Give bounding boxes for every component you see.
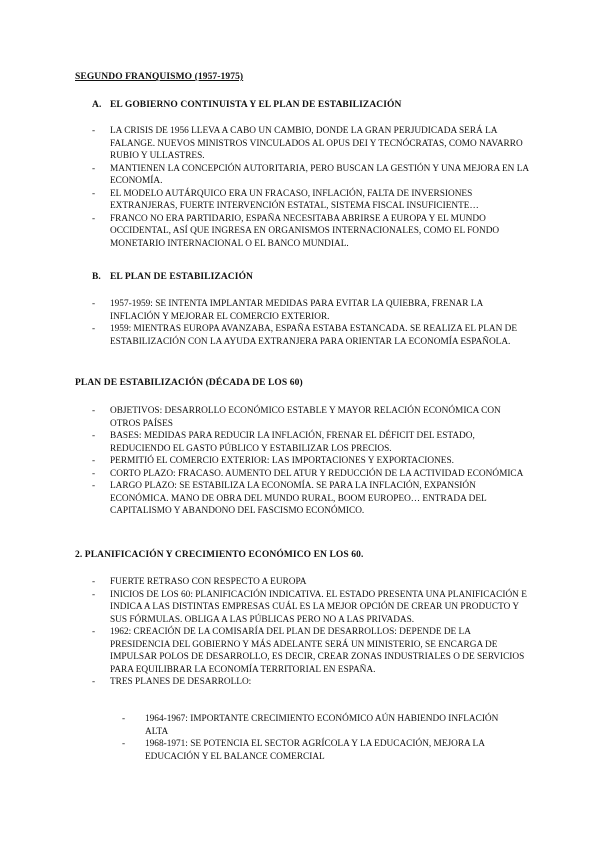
list-item: - CORTO PLAZO: FRACASO. AUMENTO DEL ATUR Y REDUCCIÓN DE LA ACTIVIDAD ECONÓMICA [92,468,532,481]
plan-heading: PLAN DE ESTABILIZACIÓN (DÉCADA DE LOS 60) [75,378,303,388]
list-item: - 1957-1959: SE INTENTA IMPLANTAR MEDIDAS PARA EVITAR LA QUIEBRA, FRENAR LA INFLACIÓN Y MEJORAR EL COMERCIO EXTERIOR. [92,298,532,323]
list-item: - PERMITIÓ EL COMERCIO EXTERIOR: LAS IMPORTACIONES Y EXPORTACIONES. [92,455,532,468]
section-a-title: EL GOBIERNO CONTINUISTA Y EL PLAN DE ESTABILIZACIÓN [110,100,402,110]
list-item: - 1964-1967: IMPORTANTE CRECIMIENTO ECONÓMICO AÚN HABIENDO INFLACIÓN ALTA [122,713,522,738]
section-2-list [92,576,532,689]
section-2-heading: 2. PLANIFICACIÓN Y CRECIMIENTO ECONÓMICO EN LOS 60. [75,550,364,560]
plan-list [92,405,532,518]
section-b-letter: B. [92,272,101,282]
list-item: - FRANCO NO ERA PARTIDARIO, ESPAÑA NECESITABA ABRIRSE A EUROPA Y EL MUNDO OCCIDENTAL, ASÍ QUE INGRESA EN ORGANISMOS INTERNACIONALES, COMO EL FONDO MONETARIO INTERNACIONAL O EL BANCO MUNDIAL. [92,213,532,251]
development-plans-list [122,713,522,763]
list-item: - 1962: CREACIÓN DE LA COMISARÍA DEL PLAN DE DESARROLLOS: DEPENDE DE LA PRESIDENCIA DEL GOBIERNO Y MÁS ADELANTE SERÁ UN MINISTERIO, SE ENCARGA DE IMPULSAR POLOS DE DESARROLLO, ES DECIR, CREAR ZONAS INDUSTRIALES O DE SERVICIOS PARA EQUILIBRAR LA ECONOMÍA TERRITORIAL EN ESPAÑA. [92,626,532,676]
list-item: - INICIOS DE LOS 60: PLANIFICACIÓN INDICATIVA. EL ESTADO PRESENTA UNA PLANIFICACIÓN E INDICA A LAS DISTINTAS EMPRESAS CUÁL ES LA MEJOR OPCIÓN DE CREAR UN PRODUCTO Y SUS FÓRMULAS. OBLIGA A LAS PÚBLICAS PERO NO A LAS PRIVADAS. [92,589,532,627]
section-a-list [92,125,532,250]
section-a-heading [92,100,402,110]
list-item: - MANTIENEN LA CONCEPCIÓN AUTORITARIA, PERO BUSCAN LA GESTIÓN Y UNA MEJORA EN LA ECONOMÍA. [92,163,532,188]
list-item: - FUERTE RETRASO CON RESPECTO A EUROPA [92,576,532,589]
list-item: - 1968-1971: SE POTENCIA EL SECTOR AGRÍCOLA Y LA EDUCACIÓN, MEJORA LA EDUCACIÓN Y EL BALANCE COMERCIAL [122,738,522,763]
list-item: - LA CRISIS DE 1956 LLEVA A CABO UN CAMBIO, DONDE LA GRAN PERJUDICADA SERÁ LA FALANGE. NUEVOS MINISTROS VINCULADOS AL OPUS DEI Y TECNÓCRATAS, COMO NAVARRO RUBIO Y ULLASTRES. [92,125,532,163]
list-item: - LARGO PLAZO: SE ESTABILIZA LA ECONOMÍA. SE PARA LA INFLACIÓN, EXPANSIÓN ECONÓMICA. MANO DE OBRA DEL MUNDO RURAL, BOOM EUROPEO… ENTRADA DEL CAPITALISMO Y ABANDONO DEL FASCISMO ECONÓMICO. [92,480,532,518]
section-b-list [92,298,532,348]
list-item: - EL MODELO AUTÁRQUICO ERA UN FRACASO, INFLACIÓN, FALTA DE INVERSIONES EXTRANJERAS, FUERTE INTERVENCIÓN ESTATAL, SISTEMA FISCAL INSUFICIENTE… [92,188,532,213]
section-b-heading [92,272,253,282]
list-item: - TRES PLANES DE DESARROLLO: [92,676,532,689]
document-title: SEGUNDO FRANQUISMO (1957-1975) [75,72,244,82]
list-item: - BASES: MEDIDAS PARA REDUCIR LA INFLACIÓN, FRENAR EL DÉFICIT DEL ESTADO, REDUCIENDO EL GASTO PÚBLICO Y ESTABILIZAR LOS PRECIOS. [92,430,532,455]
section-a-letter: A. [92,100,102,110]
list-item: - 1959: MIENTRAS EUROPA AVANZABA, ESPAÑA ESTABA ESTANCADA. SE REALIZA EL PLAN DE ESTABILIZACIÓN CON LA AYUDA EXTRANJERA PARA ORIENTAR LA ECONOMÍA ESPAÑOLA. [92,323,532,348]
section-b-title: EL PLAN DE ESTABILIZACIÓN [110,272,254,282]
list-item: - OBJETIVOS: DESARROLLO ECONÓMICO ESTABLE Y MAYOR RELACIÓN ECONÓMICA CON OTROS PAÍSES [92,405,532,430]
